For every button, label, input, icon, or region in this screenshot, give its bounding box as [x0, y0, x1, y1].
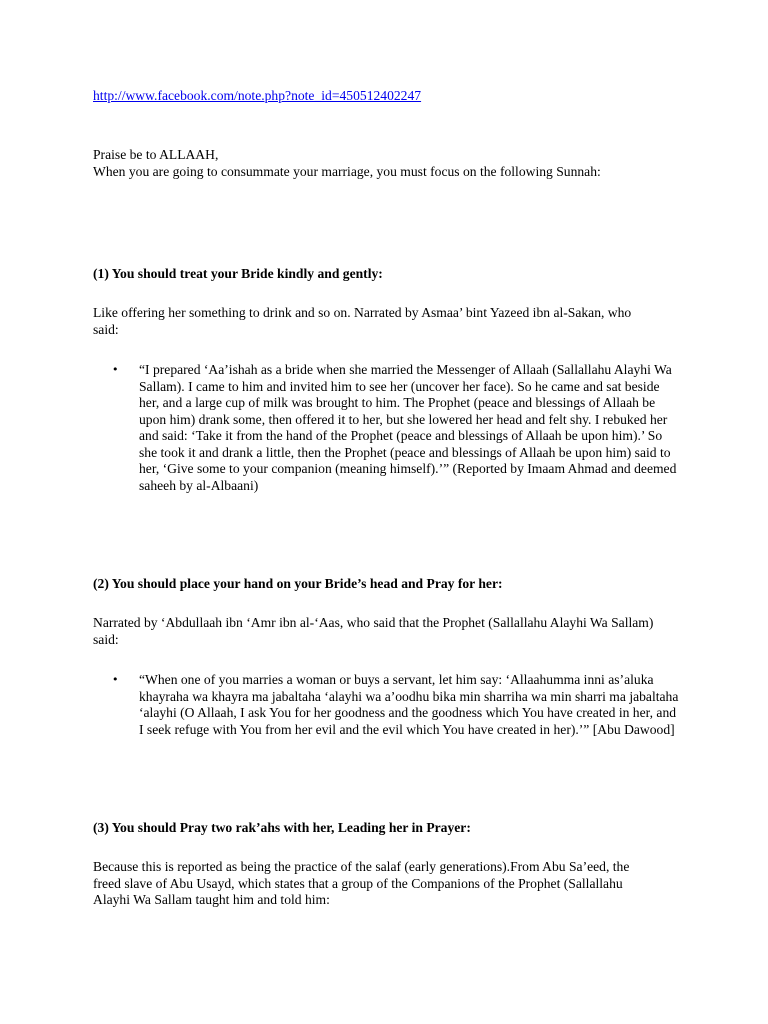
section-1-paragraph: Like offering her something to drink and so on. Narrated by Asmaa’ bint Yazeed ibn al-Sakan, who said: [93, 305, 632, 337]
bullet-icon: • [112, 673, 119, 686]
section-1-bullet-text: “I prepared ‘Aa’ishah as a bride when she married the Messenger of Allaah (Sallallahu Alayhi Wa Sallam). I came to him and invited him to see her (uncover her face). So he came and sat beside her, and a large cup of milk was brought to him. The Prophet (peace and blessings of Allaah be upon him) drank some, then offered it to her, but she lowered her head and felt shy. I rebuked her and said: ‘Take it from the hand of the Prophet (peace and blessings of Allaah be upon him).’ So she took it and drank a little, then the Prophet (peace and blessings of Allaah be upon him) said to her, ‘Give some to your companion (meaning himself).’” (Reported by Imaam Ahmad and deemed saheeh by al-Albaani) [139, 362, 677, 493]
bullet-icon: • [112, 363, 119, 376]
section-3-heading: (3) You should Pray two rak’ahs with her, Leading her in Prayer: [93, 820, 471, 835]
section-3-paragraph: Because this is reported as being the practice of the salaf (early generations).From Abu Sa’eed, the freed slave of Abu Usayd, which states that a group of the Companions of the Prophet (Sallallahu Alayhi Wa Sallam taught him and told him: [93, 859, 630, 907]
section-2-paragraph: Narrated by ‘Abdullaah ibn ‘Amr ibn al-‘Aas, who said that the Prophet (Sallallahu Alayhi Wa Sallam) said: [93, 615, 654, 647]
intro-statement: When you are going to consummate your marriage, you must focus on the following Sunnah: [93, 163, 601, 179]
intro-text [93, 147, 673, 180]
facebook-note-link[interactable]: http://www.facebook.com/note.php?note_id=450512402247 [93, 88, 422, 103]
section-1-heading: (1) You should treat your Bride kindly and gently: [93, 266, 383, 281]
section-2-bullet-text: “When one of you marries a woman or buys a servant, let him say: ‘Allaahumma inni as’aluka khayraha wa khayra ma jabaltaha ‘alayhi wa a’oodhu bika min sharriha wa min sharri ma jabaltaha ‘alayhi (O Allaah, I ask You for her goodness and the goodness which You have created in her, and I seek refuge with You from her evil and the evil which You have created in her).’” [Abu Dawood] [139, 672, 679, 737]
intro-greeting: Praise be to ALLAAH, [93, 147, 219, 162]
section-2-heading: (2) You should place your hand on your Bride’s head and Pray for her: [93, 576, 503, 591]
